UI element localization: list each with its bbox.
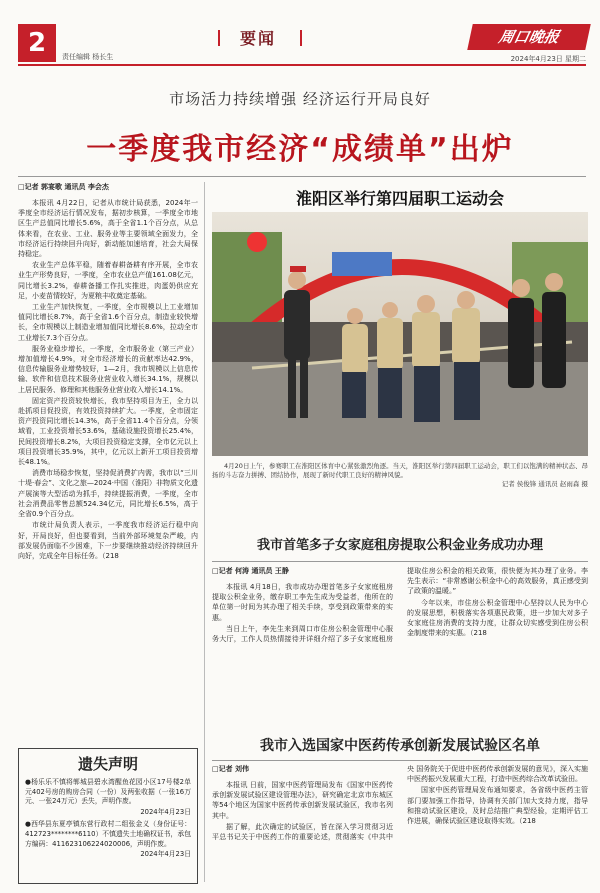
headline-rule <box>18 176 586 177</box>
lead-paragraph: 工业生产加快恢复，一季度，全市规模以上工业增加值同比增长8.7%，高于全省1.6个百分点，制造业较快增长，全市规模以上制造业增加值同比增长8.6%，拉动全市工业增长7.3个百分点。 <box>18 303 198 342</box>
tug-of-war-photo <box>212 212 588 456</box>
tcm-paragraph: 国家中医药管理局发布通知要求，各省级中医药主管部门要加强工作指导，协调有关部门加大支持力度，指导和推动试验区建设，及时总结推广典型经验，定期评估工作进展，确保试验区建设取得实效。（218 <box>407 786 588 826</box>
notice-item: ●西华县东夏亭镇东营行政村二组张金义（身份证号：412723********6110）不慎遗失土地确权证书，承包方编码：411623106224020006，声明作废。 <box>25 820 191 848</box>
tcm-byline: □记者 刘伟 <box>212 765 250 773</box>
lead-paragraph: 固定资产投资较快增长，我市坚持项目为王，全力以赴抓项目促投资，有效投资持续扩大。一季度，全市固定资产投资同比增长14.3%，高于全省11.4个百分点，分领域看，工业投资增长53.6%，基础设施投资增长25.4%，民间投资增长8.2%，大项目投资稳定支撑，全市亿元以上项目投资增长35.9%，其中，亿元以上新开工项目投资增长48.1%。 <box>18 396 198 467</box>
fund-paragraph: 本报讯 4月18日，我市成功办理首笔多子女家庭租房提取公积金业务，缴存职工李先生成为受益者，他所在的单位第一时间为其办理了相关手续，享受到政策带来的实惠。 <box>212 583 393 622</box>
notice-date: 2024年4月23日 <box>140 850 191 859</box>
fund-headline: 我市首笔多子女家庭租房提取公积金业务成功办理 <box>256 538 543 553</box>
lead-paragraph: 市统计局负责人表示，一季度我市经济运行稳中向好，开局良好，但也要看到，当前外部环境复杂严峻，内部发展仍面临不少困难，下一步要继续推动经济持续回升向好，完成全年目标任务。（218 <box>18 521 198 560</box>
sports-headline: 淮阳区举行第四届职工运动会 <box>295 189 504 208</box>
tcm-paragraph: 本报讯 日前，国家中医药管理局发布《国家中医药传承创新发展试验区建设管理办法》，研究确定北京市东城区等54个地区为国家中医药传承创新发展试验区，我市名列其中。 <box>212 781 393 820</box>
notice-date: 2024年4月23日 <box>140 807 191 816</box>
tcm-paragraph: 据了解，此次确定的试验区，旨在深入学习贯彻习近平总书记关于中医药工作的重要论述，贯彻落实《中共中央 国务院关于促进中医药传承创新发展的意见》，深入实施中医药振兴发展重大工程，打造中医药综合改革试验田。 <box>212 765 588 842</box>
caption-text: 4月20日上午，参赛职工在淮阳区体育中心紧张激烈角逐。当天，淮阳区举行第四届职工运动会，职工们以饱满的精神状态、昂扬的斗志奋力拼搏、团结协作，展现了新时代职工良好的精神风貌。 <box>212 462 588 479</box>
tcm-headline: 我市入选国家中医药传承创新发展试验区名单 <box>260 738 540 754</box>
issue-date: 2024年4月23日 星期二 <box>510 55 586 63</box>
lead-paragraph: 服务业稳步增长，一季度，全市服务业（第三产业）增加值增长4.9%，对全市经济增长的贡献率达42.9%，信息传输服务业增势较好，1—2月，我市规模以上信息传输、软件和信息技术服务业营业收入增长34.1%，规模以上居民服务、修理和其他服务业营业收入增长14.1%。 <box>18 344 198 394</box>
tcm-article <box>212 764 588 884</box>
notice-item: ●杨乐乐不慎将郸城县碧水湾醒鱼花园小区17号楼2单元402号房的购房合同（一份）及两张收据（一张16万元、一张24万元）丢失，声明作废。 <box>25 778 191 806</box>
fund-article <box>212 566 588 712</box>
lead-article <box>18 182 198 738</box>
lead-headline: 一季度我市经济“成绩单”出炉 <box>86 132 514 167</box>
photo-credit: 记者 侯俊锋 通讯员 赵雨森 摄 <box>501 480 588 488</box>
header-rule <box>18 64 586 66</box>
page-header <box>0 0 600 72</box>
newspaper-logo: 周口晚报 <box>467 24 591 50</box>
fund-rule <box>212 561 588 562</box>
fund-paragraph: 今年以来，市住房公积金管理中心坚持以人民为中心的发展思想，积极落实各项惠民政策，进一步加大对多子女家庭住房消费的支持力度，让群众切实感受到住房公积金制度带来的实惠。（218 <box>407 598 588 638</box>
photo-illustration <box>212 212 588 456</box>
lead-paragraph: 农业生产总体平稳，随着春耕备耕有序开展，全市农业生产形势良好，一季度，全市农业总产值161.08亿元，同比增长3.2%，春耕备播工作扎实推进，肉蛋奶供应充足，小麦苗情较好，为夏粮丰收奠定基础。 <box>18 261 198 300</box>
lead-byline: □记者 郭宴歌 通讯员 李会杰 <box>18 183 109 191</box>
notice-title: 遗失声明 <box>77 755 138 773</box>
fund-byline: □记者 何涛 通讯员 王静 <box>212 567 289 575</box>
photo-caption <box>212 462 588 489</box>
page-number: 2 <box>18 24 56 62</box>
lead-kicker: 市场活力持续增强 经济运行开局良好 <box>169 90 431 108</box>
lead-paragraph: 本报讯 4月22日，记者从市统计局获悉，2024年一季度全市经济运行情况发布，据初步核算，一季度全市地区生产总值同比增长5.6%，高于全省1.1个百分点，从总体来看，在农业、工业、服务业等主要领域全面发力，全市经济运行持续回升向好，新动能加速培育，社会大局保持稳定。 <box>18 199 198 259</box>
section-title: 要闻 <box>240 29 277 48</box>
lead-paragraph: 消费市场稳步恢复，坚持促消费扩内需，我市以“三川十堤·春会”、文化之旅—2024·中国（淮阳）非物质文化遗产展演等大型活动为抓手，持续提振消费，一季度，全市社会消费品零售总额524.34亿元，同比增长6.5%，高于全省0.9个百分点。 <box>18 469 198 519</box>
fund-paragraph: 当日上午，李先生来到周口市住房公积金管理中心服务大厅，工作人员热情接待并详细介绍了多子女家庭租房提取住房公积金的相关政策，很快便为其办理了业务。李先生表示：“非常感谢公积金中心的高效服务，真正感受到了政策的温暖。” <box>212 567 588 644</box>
tcm-rule <box>212 760 588 761</box>
lost-notice-box <box>18 748 198 884</box>
editor-credit: 责任编辑 杨长生 <box>62 53 114 61</box>
column-divider <box>204 182 205 882</box>
